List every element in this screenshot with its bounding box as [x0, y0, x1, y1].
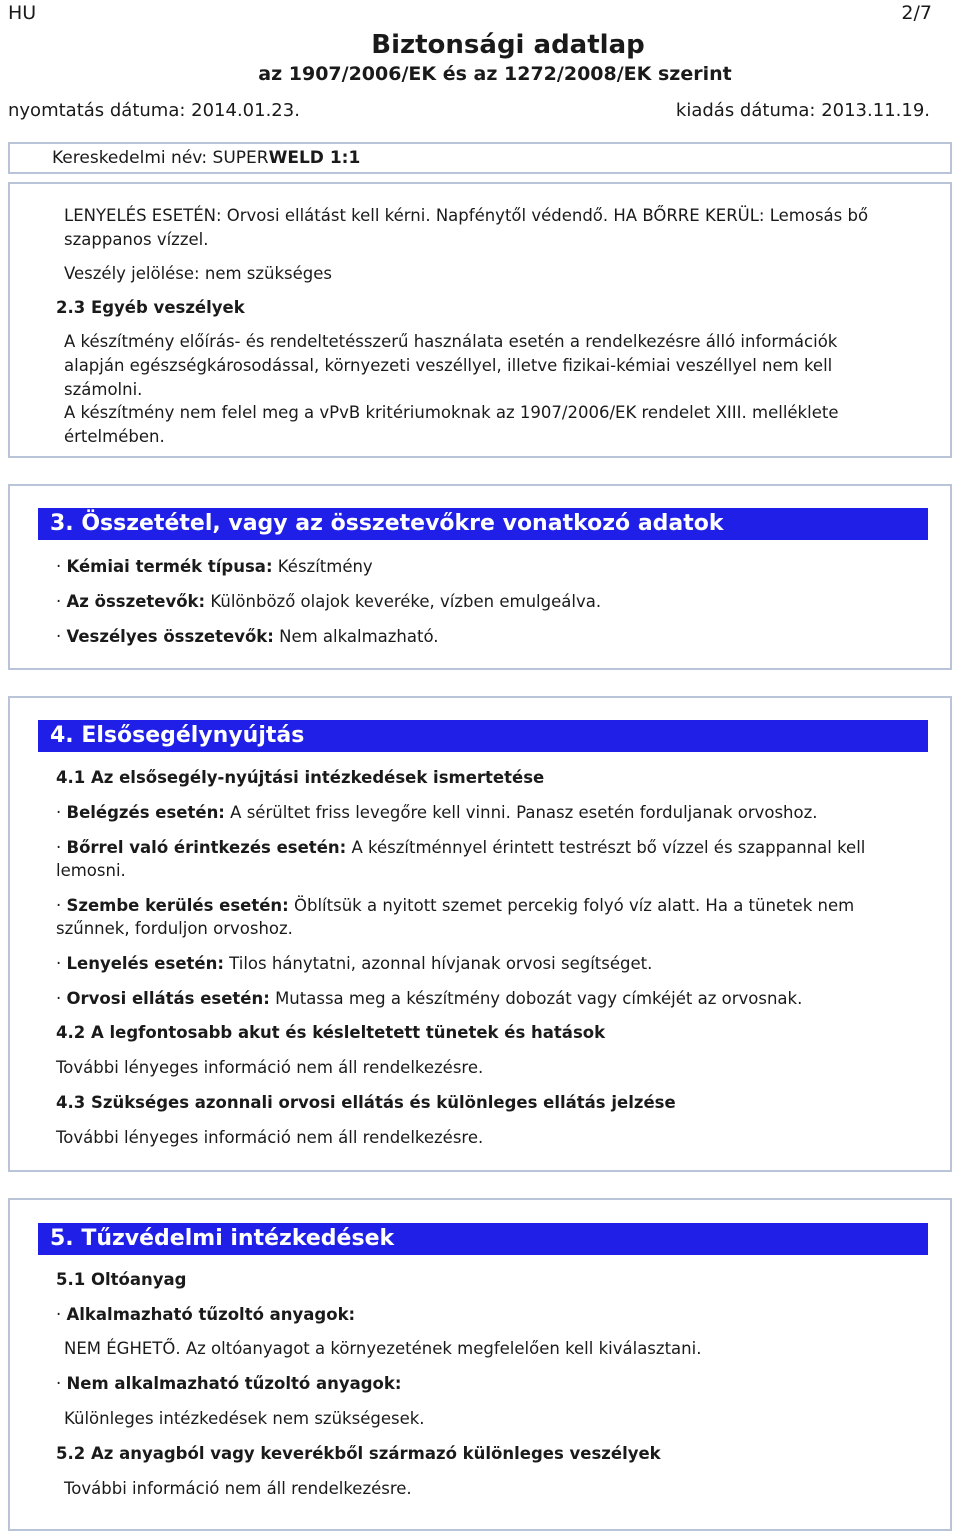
subsection-2-3-heading: 2.3 Egyéb veszélyek: [56, 298, 245, 317]
print-date: nyomtatás dátuma: 2014.01.23.: [8, 100, 300, 121]
section-4-title: 4. Elsősegélynyújtás: [38, 720, 928, 752]
subsection-4-2-text: További lényeges információ nem áll rendelkezésre.: [56, 1058, 484, 1077]
subsection-5-1-heading: 5.1 Oltóanyag: [56, 1270, 187, 1289]
first-aid-item-cont: szűnnek, forduljon orvoshoz.: [56, 919, 293, 938]
section-5-title: 5. Tűzvédelmi intézkedések: [38, 1223, 928, 1255]
subsection-4-3-text: További lényeges információ nem áll rendelkezésre.: [56, 1128, 484, 1147]
first-aid-item: · Belégzés esetén: A sérültet friss levegőre kell vinni. Panasz esetén forduljanak orvoshoz.: [56, 803, 818, 822]
language-code: HU: [8, 2, 37, 24]
trade-name-label: Kereskedelmi név: SUPER: [52, 148, 269, 168]
subsection-4-2-heading: 4.2 A legfontosabb akut és késleltetett tünetek és hatások: [56, 1023, 606, 1042]
first-aid-item: · Lenyelés esetén: Tilos hánytatni, azonnal hívjanak orvosi segítséget.: [56, 954, 653, 973]
document-title: Biztonsági adatlap: [371, 30, 645, 60]
suitable-media-text: NEM ÉGHETŐ. Az oltóanyagot a környezetének megfelelően kell kiválasztani.: [64, 1339, 702, 1358]
unsuitable-media-label: · Nem alkalmazható tűzoltó anyagok:: [56, 1374, 402, 1393]
document-subtitle: az 1907/2006/EK és az 1272/2008/EK szerint: [258, 63, 732, 85]
section-2-line: szappanos vízzel.: [64, 230, 209, 249]
vpvb-text: értelmében.: [64, 427, 165, 446]
vpvb-text: A készítmény nem felel meg a vPvB kritériumoknak az 1907/2006/EK rendelet XIII. melléklete: [64, 403, 839, 422]
suitable-media-label: · Alkalmazható tűzoltó anyagok:: [56, 1305, 356, 1324]
first-aid-item-cont: lemosni.: [56, 861, 126, 880]
other-hazards-text: alapján egészségkárosodással, környezeti veszéllyel, illetve fizikai-kémiai veszéllyel nem kell: [64, 356, 833, 375]
composition-item: · Kémiai termék típusa: Készítmény: [56, 557, 373, 576]
other-hazards-text: számolni.: [64, 380, 143, 399]
trade-name-value: WELD 1:1: [268, 148, 361, 168]
subsection-5-2-text: További információ nem áll rendelkezésre.: [64, 1479, 412, 1498]
first-aid-item: · Bőrrel való érintkezés esetén: A készítménnyel érintett testrészt bő vízzel és szappannal kell: [56, 838, 866, 857]
subsection-5-2-heading: 5.2 Az anyagból vagy keverékből származó különleges veszélyek: [56, 1444, 661, 1463]
trade-name: [52, 148, 360, 168]
composition-item: · Veszélyes összetevők: Nem alkalmazható.: [56, 627, 439, 646]
issue-date: kiadás dátuma: 2013.11.19.: [675, 100, 930, 121]
hazard-labelling: Veszély jelölése: nem szükséges: [64, 264, 333, 283]
first-aid-item: · Szembe kerülés esetén: Öblítsük a nyitott szemet percekig folyó víz alatt. Ha a tünetek nem: [56, 896, 855, 915]
other-hazards-text: A készítmény előírás- és rendeltetésszerű használata esetén a rendelkezésre álló információk: [64, 332, 838, 351]
subsection-4-1-heading: 4.1 Az elsősegély-nyújtási intézkedések ismertetése: [56, 768, 545, 787]
section-3-title: 3. Összetétel, vagy az összetevőkre vonatkozó adatok: [38, 508, 928, 540]
unsuitable-media-text: Különleges intézkedések nem szükségesek.: [64, 1409, 425, 1428]
page-number: 2/7: [901, 2, 932, 24]
subsection-4-3-heading: 4.3 Szükséges azonnali orvosi ellátás és különleges ellátás jelzése: [56, 1093, 676, 1112]
section-2-line: LENYELÉS ESETÉN: Orvosi ellátást kell kérni. Napfénytől védendő. HA BŐRRE KERÜL: Lemosás bő: [64, 206, 869, 225]
first-aid-item: · Orvosi ellátás esetén: Mutassa meg a készítmény dobozát vagy címkéjét az orvosnak.: [56, 989, 803, 1008]
composition-item: · Az összetevők: Különböző olajok keveréke, vízben emulgeálva.: [56, 592, 602, 611]
